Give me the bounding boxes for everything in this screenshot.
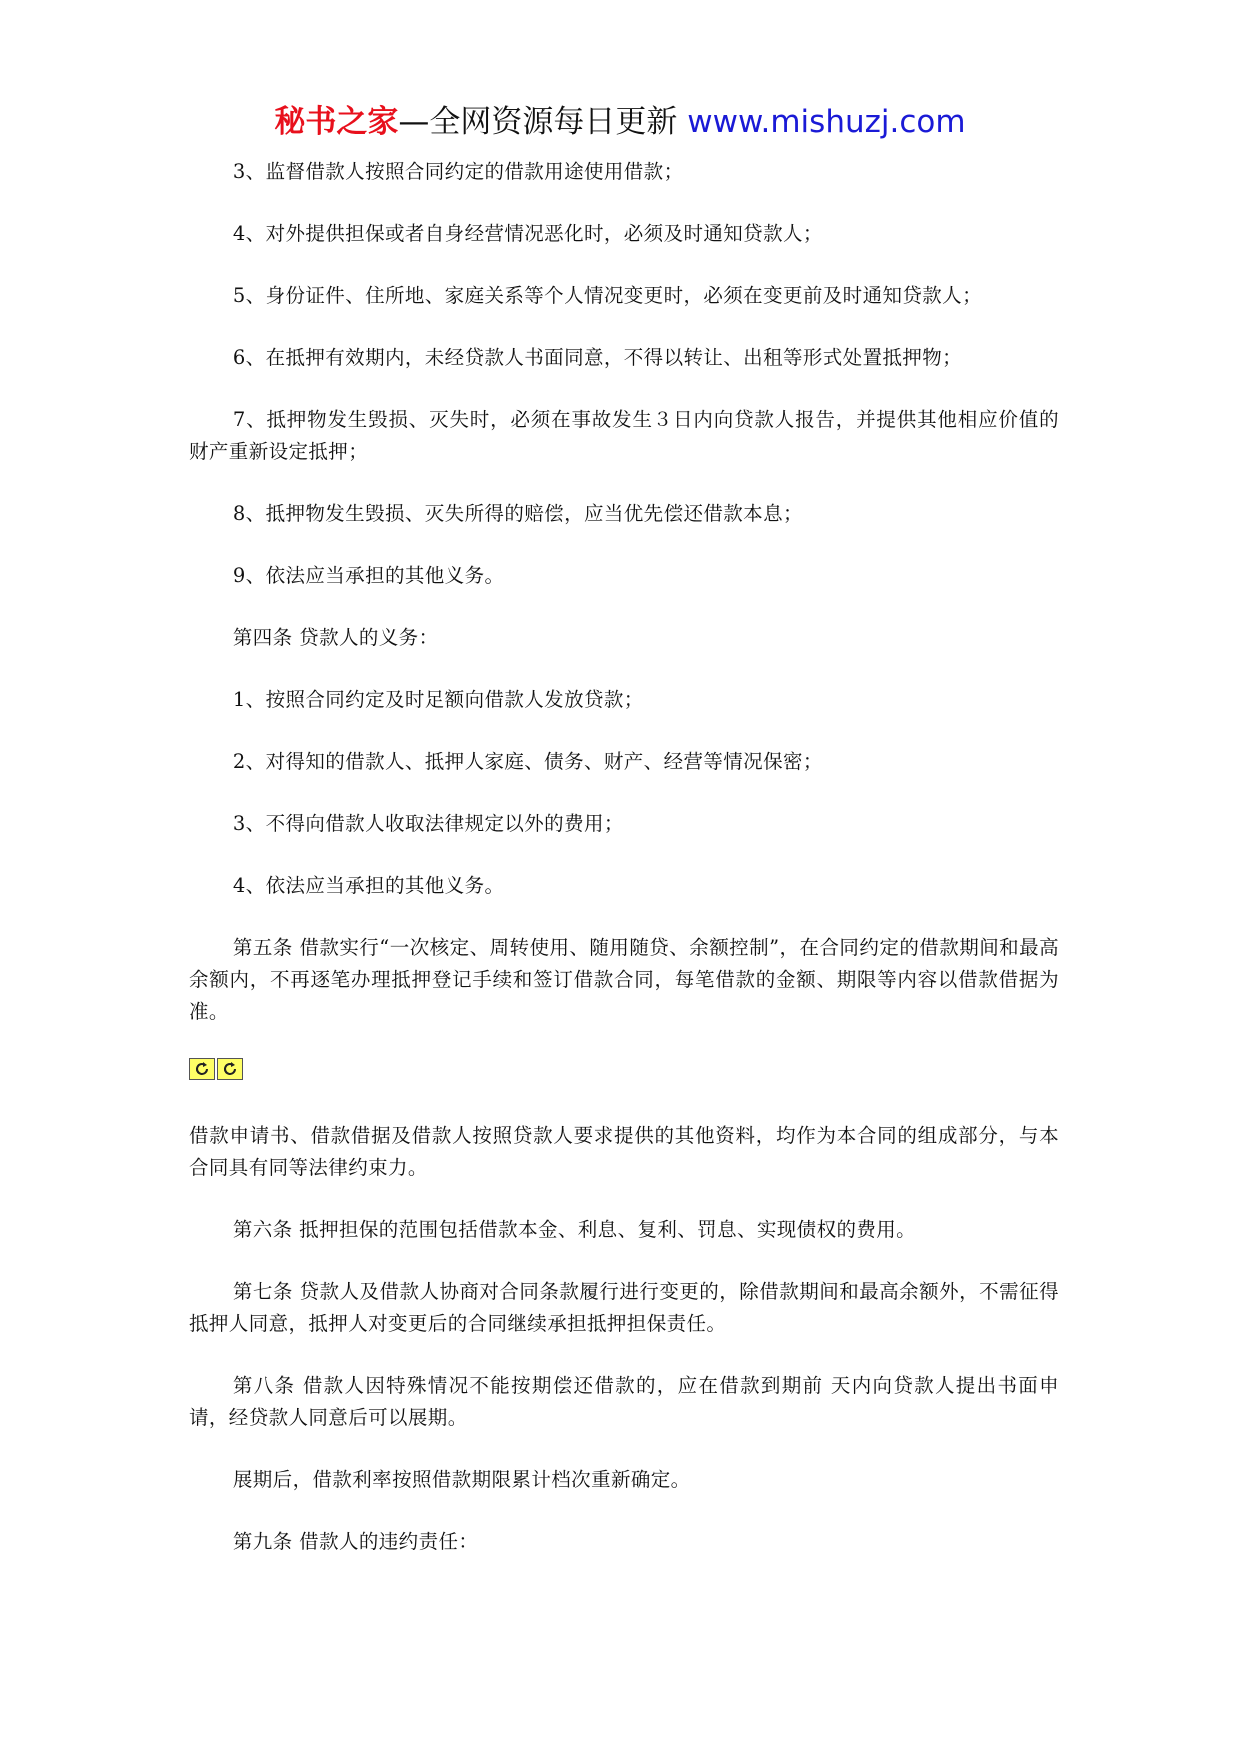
clause-paragraph: 1、按照合同约定及时足额向借款人发放贷款； <box>232 688 644 711</box>
brand-name: 秘书之家 <box>274 104 399 140</box>
clause-paragraph: 3、监督借款人按照合同约定的借款用途使用借款； <box>232 160 684 183</box>
clause-paragraph: 4、对外提供担保或者自身经营情况恶化时，必须及时通知贷款人； <box>232 222 823 245</box>
clause-paragraph: 展期后，借款利率按照借款期限累计档次重新确定。 <box>232 1468 691 1491</box>
article-heading: 第九条 借款人的违约责任： <box>232 1530 479 1553</box>
article-paragraph: 第七条 贷款人及借款人协商对合同条款履行进行变更的，除借款期间和最高余额外，不需征得抵押人同意，抵押人对变更后的合同继续承担抵押担保责任。 <box>189 1280 1059 1335</box>
refresh-icon <box>193 1060 211 1078</box>
clause-paragraph: 3、不得向借款人收取法律规定以外的费用； <box>232 812 624 835</box>
clause-paragraph: 8、抵押物发生毁损、灭失所得的赔偿，应当优先偿还借款本息； <box>232 502 803 525</box>
site-url-link[interactable]: www.mishuzj.com <box>687 104 966 140</box>
article-paragraph: 第八条 借款人因特殊情况不能按期偿还借款的，应在借款到期前 天内向贷款人提出书面申请，经贷款人同意后可以展期。 <box>189 1374 1059 1429</box>
document-body <box>189 156 1059 1588</box>
header-tagline: —全网资源每日更新 <box>398 104 678 140</box>
clause-paragraph: 借款申请书、借款借据及借款人按照贷款人要求提供的其他资料，均作为本合同的组成部分，与本合同具有同等法律约束力。 <box>189 1124 1059 1179</box>
clause-paragraph: 4、依法应当承担的其他义务。 <box>232 874 505 897</box>
article-heading: 第四条 贷款人的义务： <box>232 626 439 649</box>
clause-paragraph: 5、身份证件、住所地、家庭关系等个人情况变更时，必须在变更前及时通知贷款人； <box>232 284 982 307</box>
clause-paragraph: 2、对得知的借款人、抵押人家庭、债务、财产、经营等情况保密； <box>232 750 823 773</box>
refresh-button[interactable] <box>189 1058 215 1080</box>
clause-paragraph: 9、依法应当承担的其他义务。 <box>232 564 505 587</box>
refresh-icon <box>221 1060 239 1078</box>
clause-paragraph: 6、在抵押有效期内，未经贷款人书面同意，不得以转让、出租等形式处置抵押物； <box>232 346 963 369</box>
refresh-button[interactable] <box>217 1058 243 1080</box>
embedded-toolbar <box>189 1058 1059 1082</box>
clause-paragraph: 7、抵押物发生毁损、灭失时，必须在事故发生３日内向贷款人报告，并提供其他相应价值的财产重新设定抵押； <box>189 408 1059 463</box>
site-header <box>0 100 1240 144</box>
article-paragraph: 第五条 借款实行“一次核定、周转使用、随用随贷、余额控制”，在合同约定的借款期间和最高余额内，不再逐笔办理抵押登记手续和签订借款合同，每笔借款的金额、期限等内容以借款借据为准。 <box>189 936 1059 1023</box>
article-paragraph: 第六条 抵押担保的范围包括借款本金、利息、复利、罚息、实现债权的费用。 <box>232 1218 917 1241</box>
